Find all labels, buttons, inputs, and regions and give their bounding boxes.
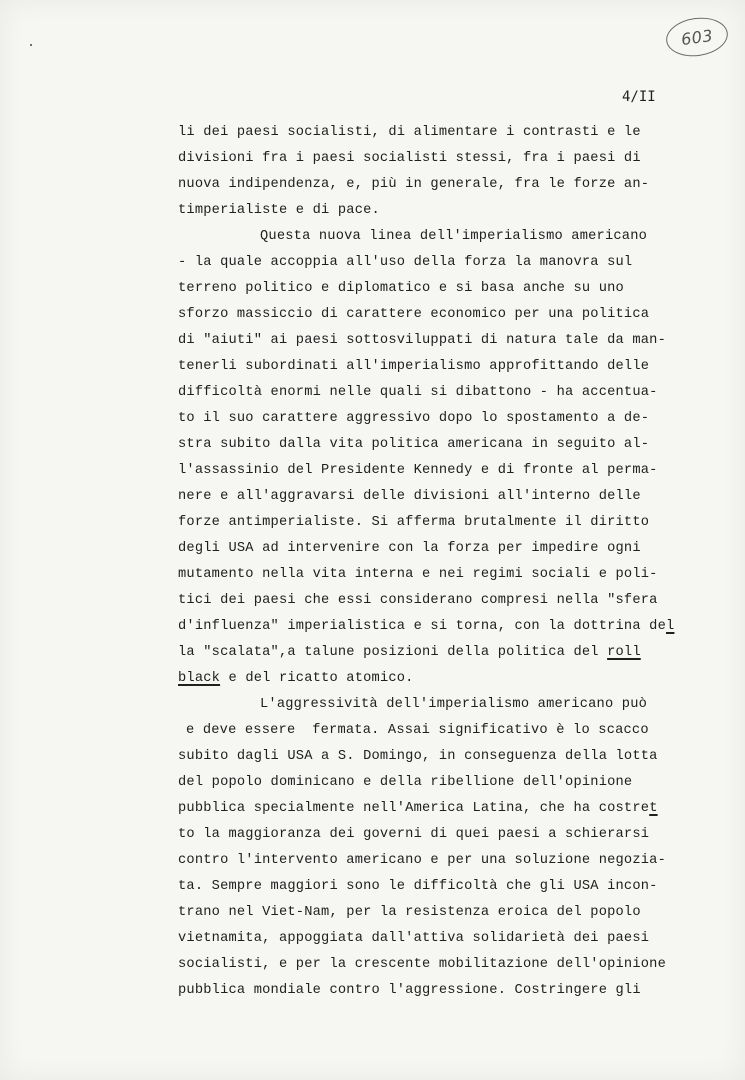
stamp-number: 603: [679, 25, 715, 49]
text-line: divisioni fra i paesi socialisti stessi, fra i paesi di: [178, 151, 641, 166]
text-line: nuova indipendenza, e, più in generale, fra le forze an-: [178, 177, 650, 192]
text-line: tici dei paesi che essi considerano compresi nella "sfera: [178, 593, 658, 608]
text-line: tenerli subordinati all'imperialismo approfittando delle: [178, 359, 650, 374]
text-segment: e del ricatto atomico.: [220, 671, 414, 686]
text-line: mutamento nella vita interna e nei regimi sociali e poli-: [178, 567, 658, 582]
text-line: contro l'intervento americano e per una soluzione negozia-: [178, 853, 667, 868]
text-line: vietnamita, appoggiata dall'attiva solidarietà dei paesi: [178, 931, 650, 946]
text-line: stra subito dalla vita politica americana in seguito al-: [178, 437, 650, 452]
text-line: to il suo carattere aggressivo dopo lo spostamento a de-: [178, 411, 650, 426]
text-line: forze antimperialiste. Si afferma brutalmente il diritto: [178, 515, 650, 530]
text-line: del popolo dominicano e della ribellione dell'opinione: [178, 775, 633, 790]
text-line: to la maggioranza dei governi di quei paesi a schierarsi: [178, 827, 650, 842]
paragraph-start-line: L'aggressività dell'imperialismo americano può: [260, 697, 648, 712]
body-text: [178, 120, 718, 1004]
underlined-letter: t: [649, 801, 658, 816]
text-segment: d'influenza" imperialistica e si torna, con la dottrina de: [178, 619, 667, 634]
text-line: difficoltà enormi nelle quali si dibattono - ha accentua-: [178, 385, 658, 400]
text-line: ta. Sempre maggiori sono le difficoltà che gli USA incon-: [178, 879, 658, 894]
text-line: timperialiste e di pace.: [178, 203, 380, 218]
text-line: li dei paesi socialisti, di alimentare i contrasti e le: [178, 125, 641, 140]
text-line: nere e all'aggravarsi delle divisioni all'interno delle: [178, 489, 641, 504]
text-line: degli USA ad intervenire con la forza per impedire ogni: [178, 541, 641, 556]
text-line: [178, 796, 718, 822]
ink-speck: [30, 44, 32, 46]
page-number: 4/II: [622, 89, 656, 105]
text-line: di "aiuti" ai paesi sottosviluppati di natura tale da man-: [178, 333, 667, 348]
underlined-letter: l: [666, 619, 675, 634]
text-line: [178, 640, 718, 666]
underlined-word: black: [178, 671, 221, 686]
text-line: e deve essere fermata. Assai significativo è lo scacco: [186, 723, 649, 738]
text-segment: pubblica specialmente nell'America Latina, che ha costre: [178, 801, 650, 816]
text-line: [178, 666, 718, 692]
text-line: sforzo massiccio di carattere economico per una politica: [178, 307, 650, 322]
text-line: [178, 614, 718, 640]
underlined-word: roll: [607, 645, 641, 660]
page-stamp: [664, 14, 731, 60]
text-line: socialisti, e per la crescente mobilitazione dell'opinione: [178, 957, 667, 972]
text-line: l'assassinio del Presidente Kennedy e di fronte al perma-: [178, 463, 658, 478]
text-line: pubblica mondiale contro l'aggressione. Costringere gli: [178, 983, 641, 998]
text-line: terreno politico e diplomatico e si basa anche su uno: [178, 281, 624, 296]
text-line: subito dagli USA a S. Domingo, in conseguenza della lotta: [178, 749, 658, 764]
text-line: - la quale accoppia all'uso della forza la manovra sul: [178, 255, 633, 270]
text-segment: la "scalata",a talune posizioni della politica del: [178, 645, 608, 660]
paragraph-start-line: Questa nuova linea dell'imperialismo americano: [260, 229, 648, 244]
text-line: trano nel Viet-Nam, per la resistenza eroica del popolo: [178, 905, 641, 920]
